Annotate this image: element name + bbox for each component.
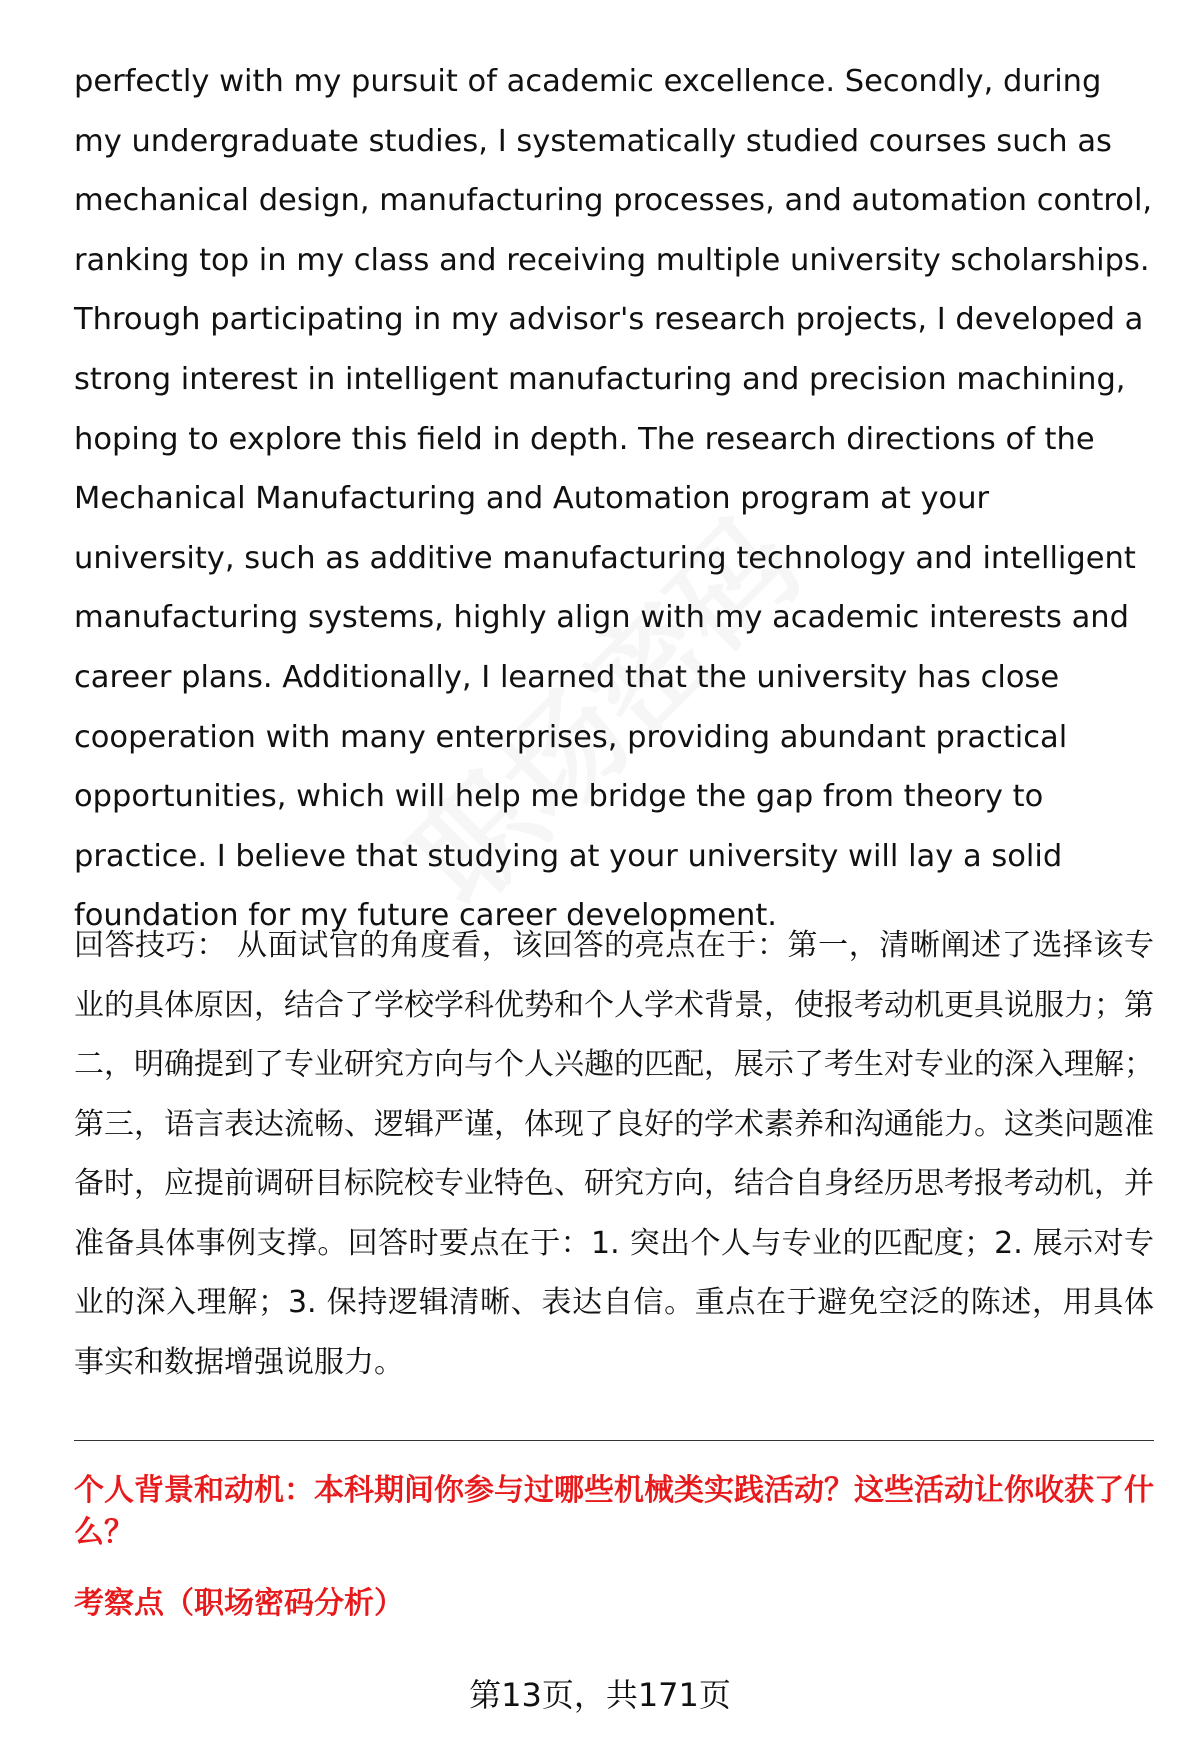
page-number-footer: 第13页，共171页	[469, 1676, 731, 1714]
question-heading: 个人背景和动机：本科期间你参与过哪些机械类实践活动？这些活动让你收获了什么？	[74, 1473, 1154, 1550]
section-divider	[74, 1440, 1154, 1441]
answer-tips-paragraph: 回答技巧： 从面试官的角度看，该回答的亮点在于：第一，清晰阐述了选择该专业的具体原因，结合了学校学科优势和个人学术背景，使报考动机更具说服力；第二，明确提到了专业研究方向与个人兴趣的匹配，展示了考生对专业的深入理解；第三，语言表达流畅、逻辑严谨，体现了良好的学术素养和沟通能力。这类问题准备时，应提前调研目标院校专业特色、研究方向，结合自身经历思考报考动机，并准备具体事例支撑。回答时要点在于：1. 突出个人与专业的匹配度；2. 展示对专业的深入理解；3. 保持逻辑清晰、表达自信。重点在于避免空泛的陈述，用具体事实和数据增强说服力。	[74, 928, 1154, 1380]
analysis-subheading: 考察点（职场密码分析）	[74, 1586, 404, 1621]
answer-english-paragraph: perfectly with my pursuit of academic excellence. Secondly, during my undergraduate studies, I systematically studied courses such as mechanical design, manufacturing processes, and automation control, ranking top in my class and receiving multiple university scholarships. Through participating in my advisor's research projects, I developed a strong interest in intelligent manufacturing and precision machining, hoping to explore this field in depth. The research directions of the Mechanical Manufacturing and Automation program at your university, such as additive manufacturing technology and intelligent manufacturing systems, highly align with my academic interests and career plans. Additionally, I learned that the university has close cooperation with many enterprises, providing abundant practical opportunities, which will help me bridge the gap from theory to practice. I believe that studying at your university will lay a solid foundation for my future career development.	[74, 64, 1153, 934]
